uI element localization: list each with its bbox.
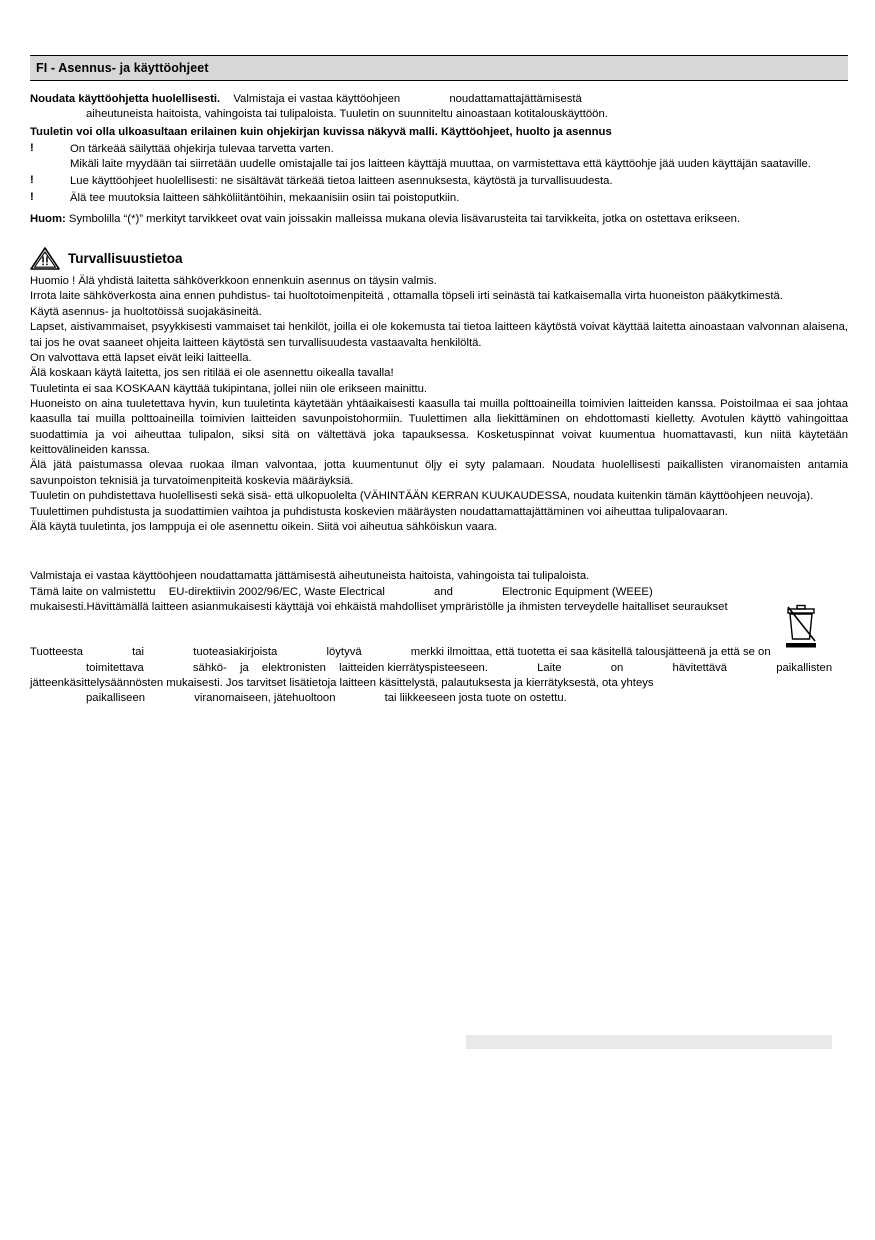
safety-title: Turvallisuustietoa [68, 250, 183, 266]
bullet-marker: ! [30, 174, 34, 187]
safety-paragraph: Älä jätä paistumassa olevaa ruokaa ilman valvontaa, jotta kuumentunut öljy ei syty palamaan. Noudata huolellisesti paikallisten viranomaisten antamia savunpoiston teknisiä ja turvatoimenpiteitä koskevia määräyksiä. [30, 459, 848, 487]
disposal-contact-line [30, 691, 848, 706]
note-label: Huom: [30, 213, 66, 226]
intro-line2-text: aiheutuneista haitoista, vahingoista tai tulipaloista. Tuuletin on suunniteltu ainoastaan kotitalouskäyttöön. [86, 108, 608, 121]
safety-body [30, 274, 848, 535]
disposal-collect-e: laitteiden kierrätyspisteeseen. [339, 661, 488, 674]
bullet-line: Mikäli laite myydään tai siirretään uudelle omistajalle tai jos laitteen käyttäjä muuttaa, on varmistettava että käyttöohje jää uuden käyttäjän saataville. [70, 158, 811, 171]
disposal-collect-d: elektronisten [261, 661, 326, 674]
warning-triangle-icon [30, 246, 60, 270]
bullet-marker: ! [30, 191, 34, 204]
bullet-list [30, 142, 848, 206]
disposal-mark-c: tuoteasiakirjoista [193, 646, 278, 659]
disposal-collect-g: on [610, 661, 624, 674]
disposal-directive-a: Tämä laite on valmistettu [30, 585, 156, 598]
bullet-marker: ! [30, 142, 34, 155]
bullet-body: Älä tee muutoksia laitteen sähköliitäntöihin, mekaanisiin osiin tai poistoputkiin. [70, 192, 460, 205]
safety-paragraph: Huomio ! Älä yhdistä laitetta sähköverkkoon ennenkuin asennus on täysin valmis. [30, 275, 437, 288]
disposal-mark-e: merkki ilmoittaa, että tuotetta ei saa käsitellä talousjätteenä ja että se on [410, 646, 771, 659]
disposal-collect-a: toimitettava [86, 661, 144, 674]
disposal-mark-a: Tuotteesta [30, 646, 83, 659]
intro-lead [30, 92, 848, 107]
weee-block [30, 645, 848, 706]
safety-paragraph: Käytä asennus- ja huoltotöissä suojakäsineitä. [30, 305, 262, 318]
bullet-body [70, 142, 848, 172]
disposal-paragraph: jätteenkäsittelysäännösten mukaisesti. Jos tarvitset lisätietoja laitteen käsittelystä, palautuksesta ja kierrätyksestä, ota yhteys [30, 677, 654, 690]
disposal-mark-line [30, 645, 848, 660]
disposal-directive-d: Electronic Equipment (WEEE) [502, 585, 653, 598]
disposal-collect-i: paikallisten [776, 661, 833, 674]
safety-heading [30, 246, 848, 270]
note-text: Symbolilla “(*)” merkityt tarvikkeet ovat vain joissakin malleissa mukana olevia lisävarusteita tai tarvikkeita, jotka on ostettava erikseen. [68, 213, 741, 226]
disposal-directive-c: and [434, 585, 453, 598]
bullet-body: Lue käyttöohjeet huolellisesti: ne sisältävät tärkeää tietoa laitteen asennuksesta, käytöstä ja turvallisuudesta. [70, 175, 613, 188]
disposal-collect-h: hävitettävä [672, 661, 728, 674]
list-item [30, 174, 848, 189]
disposal-paragraph: Valmistaja ei vastaa käyttöohjeen noudattamatta jättämisestä aiheutuneista haitoista, vahingoista tai tulipaloista. [30, 570, 590, 583]
disposal-collect-line [30, 661, 848, 676]
disposal-collect-b: sähkö- [192, 661, 227, 674]
safety-paragraph: Irrota laite sähköverkosta aina ennen puhdistus- tai huoltotoimenpiteitä , ottamalla töpseli irti seinästä tai katkaisemalla virta huoneiston pääkytkimestä. [30, 290, 783, 303]
intro-line2 [30, 107, 848, 122]
disposal-directive-b: EU-direktiivin 2002/96/EC, Waste Electrical [168, 585, 385, 598]
disposal-contact-a: paikalliseen [86, 692, 146, 705]
safety-paragraph: Tuulettimen puhdistusta ja suodattimien vaihtoa ja puhdistusta koskevien määräysten noudattamattajättäminen voi aiheuttaa tulipalovaaran. [30, 505, 728, 518]
safety-paragraph: Tuuletin on puhdistettava huolellisesti sekä sisä- että ulkopuolelta (VÄHINTÄÄN KERRAN KUUKAUDESSA, noudata kuitenkin tämän käyttöohjeen neuvoja). [30, 490, 814, 503]
safety-paragraph: Älä käytä tuuletinta, jos lamppuja ei ole asennettu oikein. Siitä voi aiheutua sähköiskun vaara. [30, 520, 498, 533]
safety-paragraph: Älä koskaan käytä laitetta, jos sen ritilää ei ole asennettu oikealla tavalla! [30, 367, 394, 380]
page-title: FI - Asennus- ja käyttöohjeet [30, 55, 848, 81]
page-artifact-strip [466, 1035, 832, 1049]
disposal-directive-line [30, 585, 848, 600]
disposal-contact-c: tai liikkeeseen josta tuote on ostettu. [384, 692, 567, 705]
note-section [30, 212, 848, 227]
intro-lead-rest: Valmistaja ei vastaa käyttöohjeen [233, 93, 401, 105]
crossed-out-wheelie-bin-icon [778, 601, 824, 653]
disposal-collect-f: Laite [537, 661, 562, 674]
disposal-mark-b: tai [132, 646, 145, 659]
safety-paragraph: Huoneisto on aina tuuletettava hyvin, kun tuuletinta käytetään yhtäaikaisesti kaasulla tai muilla polttoaineilla toimivien laitteiden kanssa. Poistoilmaa ei saa johtaa kaasulla tai muilla polttoaineilla toimivien laitteiden savunpoistohormiin. Tuulettimen alla liekittäminen on ehdottomasti kielletty. Avotulen käyttö vahingoittaa suodattimia ja voi aiheuttaa tulipalon, siksi sitä on vältettävä joka tapauksessa. Kosketuspinnat voivat kuumentua huomattavasti, kun niitä käytetään keittovälineiden kanssa. [30, 398, 848, 457]
disposal-contact-b: viranomaiseen, jätehuoltoon [194, 692, 336, 705]
safety-paragraph: Lapset, aistivammaiset, psyykkisesti vammaiset tai henkilöt, joilla ei ole kokemusta tai tietoa laitteen käytöstä voivat käyttää laitetta ainoastaan valvonnan alaisena, tai jos he ovat saaneet ohjeita laitteen käytöstä sen turvallisuudesta vastaavalta henkilöltä. [30, 321, 848, 349]
safety-paragraph: Tuuletinta ei saa KOSKAAN käyttää tukipintana, jollei niin ole erikseen mainittu. [30, 382, 428, 395]
disposal-mark-d: löytyvä [326, 646, 362, 659]
bullet-line: On tärkeää säilyttää ohjekirja tulevaa tarvetta varten. [70, 143, 334, 156]
intro-lead-bold: Noudata käyttöohjetta huolellisesti. [30, 93, 221, 105]
intro-section [30, 92, 848, 140]
safety-paragraph: On valvottava että lapset eivät leiki laitteella. [30, 351, 252, 364]
intro-lead-rest2: noudattamattajättämisestä [449, 93, 582, 105]
intro-bold-line: Tuuletin voi olla ulkoasultaan erilainen kuin ohjekirjan kuvissa näkyvä malli. Käyttöohjeet, huolto ja asennus [30, 126, 612, 139]
disposal-paragraph: mukaisesti.Hävittämällä laitteen asianmukaisesti käyttäjä voi ehkäistä mahdolliset ympräristölle ja ihmisten terveydelle haitalliset seuraukset [30, 600, 728, 613]
list-item [30, 142, 848, 172]
disposal-section [30, 569, 848, 707]
list-item [30, 191, 848, 206]
note-paragraph [30, 212, 848, 227]
document-content [30, 55, 848, 707]
disposal-collect-c: ja [239, 661, 249, 674]
